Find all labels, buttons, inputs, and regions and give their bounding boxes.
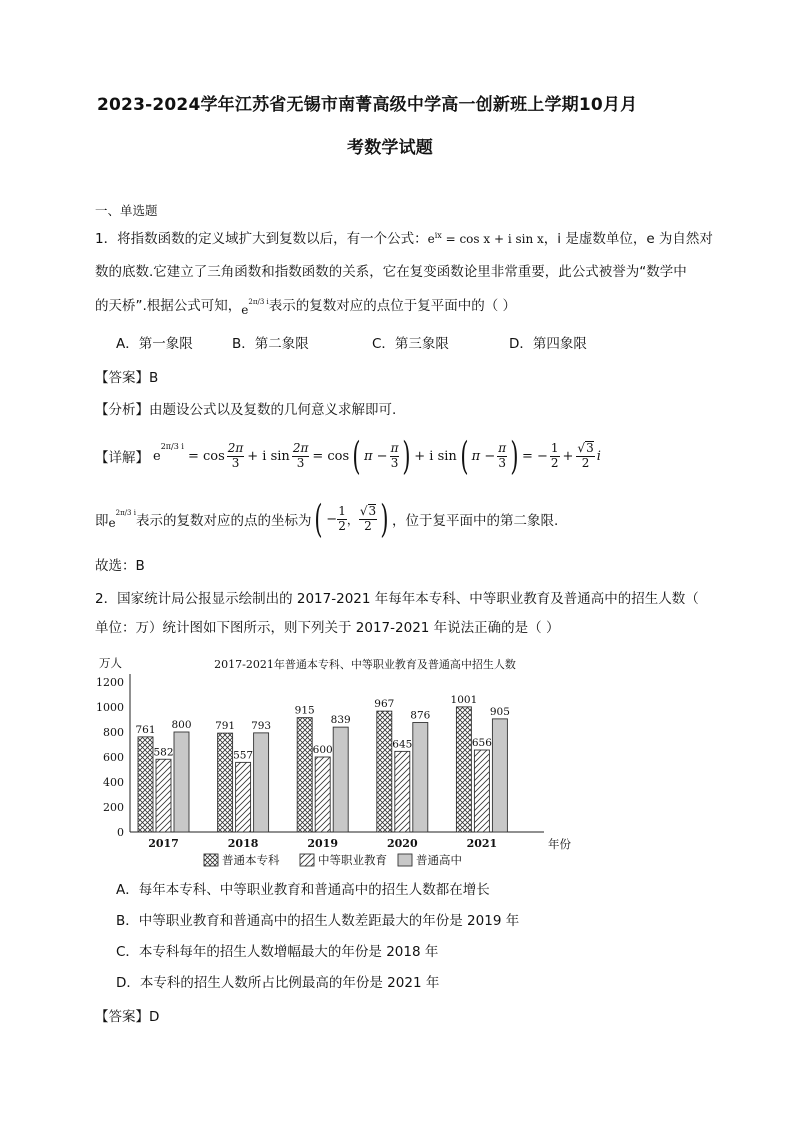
coord-frac-sqrt3-2: $\frac{√3}{2}$ — [359, 504, 377, 533]
q1-option-c: C．第三象限 — [372, 336, 449, 352]
y-tick-label-600: 600 — [103, 751, 124, 764]
y-tick-label-400: 400 — [103, 776, 124, 789]
bar-label-2018-series-2: 793 — [251, 719, 272, 732]
q1-option-d: D．第四象限 — [509, 336, 587, 352]
x-tick-label-2018: 2018 — [227, 837, 259, 850]
coord-frac-1-2: $\frac{1}{2}$ — [338, 503, 346, 533]
x-axis-label: 年份 — [548, 837, 571, 851]
q2-line-1: 2．国家统计局公报显示绘制出的 2017-2021 年每年本专科、中等职业教育及普通高中的招生人数（ — [95, 591, 699, 607]
ji-text-c: ，位于复平面中的第二象限. — [391, 513, 559, 529]
q1-text-a: 1．将指数函数的定义域扩大到复数以后，有一个公式： — [95, 231, 428, 247]
bar-2019-series-2 — [333, 727, 348, 832]
y-tick-label-800: 800 — [103, 726, 124, 739]
chart-title: 2017-2021年普通本专科、中等职业教育及普通高中招生人数 — [214, 658, 516, 671]
paren-close-1: ) — [402, 434, 411, 478]
q1-option-a: A．第一象限 — [116, 336, 193, 352]
coord-paren-close: ) — [380, 497, 389, 541]
eq-isin-1: + i sin — [247, 448, 290, 464]
q1-text-b: ，i 是虚数单位，e 为自然对 — [543, 231, 713, 247]
q1-line-1 — [95, 232, 713, 247]
eq-plus: + — [562, 448, 574, 464]
bar-2017-series-2 — [174, 732, 189, 832]
analysis-tag: 【分析】 — [95, 402, 149, 418]
q1-coordinate-line — [95, 499, 558, 539]
x-tick-label-2017: 2017 — [148, 837, 179, 850]
bar-label-2020-series-2: 876 — [410, 709, 431, 722]
q2-option-d: D．本专科的招生人数所占比例最高的年份是 2021 年 — [116, 975, 440, 991]
bar-label-2021-series-1: 656 — [471, 737, 492, 749]
eq-e: e — [153, 448, 161, 464]
q1-option-b: B．第二象限 — [232, 336, 309, 352]
y-tick-label-200: 200 — [103, 801, 124, 814]
x-tick-label-2021: 2021 — [466, 837, 498, 850]
q2-option-b: B．中等职业教育和普通高中的招生人数差距最大的年份是 2019 年 — [116, 913, 520, 929]
q1-exp-e: e — [241, 303, 249, 317]
legend-swatch-0 — [204, 854, 218, 866]
ji-text-a: 即 — [95, 513, 109, 529]
bar-label-2020-series-0: 967 — [374, 698, 395, 711]
q2-option-a: A．每年本专科、中等职业教育和普通高中的招生人数都在增长 — [116, 882, 490, 898]
ji-e: e — [108, 516, 116, 530]
bar-2020-series-1 — [395, 751, 410, 832]
title-line-1: 2023-2024学年江苏省无锡市南菁高级中学高一创新班上学期10月月 — [97, 95, 638, 115]
analysis-text: 由题设公式以及复数的几何意义求解即可. — [149, 402, 397, 418]
bar-label-2020-series-1: 645 — [392, 738, 413, 751]
bar-label-2018-series-1: 557 — [233, 749, 254, 762]
y-axis-label: 万人 — [99, 656, 122, 670]
ji-e-sup: 2π/3 i — [115, 509, 136, 517]
paren-open-1: ( — [352, 434, 361, 478]
title-line-2: 考数学试题 — [347, 138, 433, 158]
bar-label-2019-series-0: 915 — [294, 704, 315, 717]
bar-label-2019-series-1: 600 — [312, 744, 333, 756]
bar-2018-series-1 — [236, 762, 251, 832]
legend-label-0: 普通本专科 — [222, 853, 280, 867]
bar-label-2017-series-0: 761 — [135, 723, 156, 736]
legend-label-1: 中等职业教育 — [318, 853, 387, 867]
bar-label-2018-series-0: 791 — [215, 720, 236, 733]
eq-e-sup: 2π/3 i — [160, 441, 184, 451]
coord-minus: − — [326, 511, 338, 527]
frac-pi-3-b: $\frac{\pi}{3}$ — [498, 440, 507, 470]
q1-line-3-text: 的天桥”.根据公式可知， — [95, 298, 242, 314]
eq-i: i — [596, 448, 601, 464]
eq-cos-1: = cos — [187, 448, 225, 464]
bar-2021-series-2 — [492, 719, 507, 832]
q1-conclusion: 故选：B — [95, 558, 145, 574]
legend-label-2: 普通高中 — [416, 853, 462, 867]
q1-formula: $e^{ix} = \cos x + i$ sin x — [427, 231, 544, 246]
y-tick-label-0: 0 — [117, 826, 124, 839]
section-heading: 一、单选题 — [95, 203, 158, 218]
eq-end: = − — [521, 448, 548, 464]
q2-answer-value: D — [149, 1009, 160, 1025]
enrollment-bar-chart — [96, 645, 571, 875]
legend-swatch-2 — [398, 854, 412, 866]
coord-comma: ， — [346, 512, 359, 527]
frac-pi-3-a: $\frac{\pi}{3}$ — [390, 440, 399, 470]
bar-label-2017-series-2: 800 — [171, 719, 192, 731]
eq-pi-minus-1: π − — [363, 448, 388, 464]
y-tick-label-1000: 1000 — [96, 701, 124, 714]
bar-2020-series-2 — [413, 723, 428, 833]
paren-open-2: ( — [460, 434, 469, 478]
coord-paren-open: ( — [314, 497, 323, 541]
bar-label-2021-series-2: 905 — [489, 705, 510, 718]
bar-2020-series-0 — [377, 711, 392, 832]
answer-tag: 【答案】 — [95, 370, 149, 386]
q2-answer — [95, 1011, 159, 1025]
eq-cos-2: = cos — [312, 448, 350, 464]
q1-answer — [95, 372, 158, 386]
eq-pi-minus-2: π − — [471, 448, 496, 464]
bar-label-2021-series-0: 1001 — [450, 693, 478, 706]
detail-tag: 【详解】 — [95, 450, 149, 466]
bar-2019-series-0 — [297, 718, 312, 832]
bar-2018-series-0 — [218, 733, 233, 832]
q1-line-2: 数的底数.它建立了三角函数和指数函数的关系，它在复变函数论里非常重要，此公式被誉为“数学中 — [95, 264, 687, 280]
q2-option-c: C．本专科每年的招生人数增幅最大的年份是 2018 年 — [116, 944, 439, 960]
eq-isin-2: + i sin — [414, 448, 457, 464]
q1-exp-sup: 2π/3 i — [248, 298, 269, 306]
bar-label-2017-series-1: 582 — [153, 746, 174, 759]
q2-line-2: 单位：万）统计图如下图所示，则下列关于 2017-2021 年说法正确的是（ ） — [95, 620, 560, 636]
frac-2pi-3-a: $\frac{2\pi}{3}$ — [227, 440, 244, 470]
bar-label-2019-series-2: 839 — [330, 714, 351, 727]
bar-2018-series-2 — [254, 733, 269, 832]
legend-swatch-1 — [300, 854, 314, 866]
frac-1-2: $\frac{1}{2}$ — [550, 440, 559, 470]
bar-2021-series-1 — [474, 750, 489, 832]
x-tick-label-2019: 2019 — [307, 837, 339, 850]
q1-detail-equation — [95, 436, 601, 476]
y-tick-label-1200: 1200 — [96, 676, 124, 689]
frac-2pi-3-b: $\frac{2\pi}{3}$ — [292, 440, 309, 470]
bar-2021-series-0 — [456, 707, 471, 832]
answer-value: B — [149, 370, 159, 386]
bar-2017-series-0 — [138, 737, 153, 832]
q1-line-3-text-b: 表示的复数对应的点位于复平面中的（ ） — [268, 298, 517, 314]
q1-line-3 — [95, 298, 517, 317]
bar-2019-series-1 — [315, 757, 330, 832]
q2-answer-tag: 【答案】 — [95, 1009, 149, 1025]
ji-text-b: 表示的复数对应的点的坐标为 — [135, 513, 312, 529]
frac-sqrt3-2: $\frac{√3}{2}$ — [577, 441, 594, 470]
bar-2017-series-1 — [156, 759, 171, 832]
x-tick-label-2020: 2020 — [386, 837, 418, 850]
q1-analysis — [95, 404, 396, 418]
paren-close-2: ) — [510, 434, 519, 478]
